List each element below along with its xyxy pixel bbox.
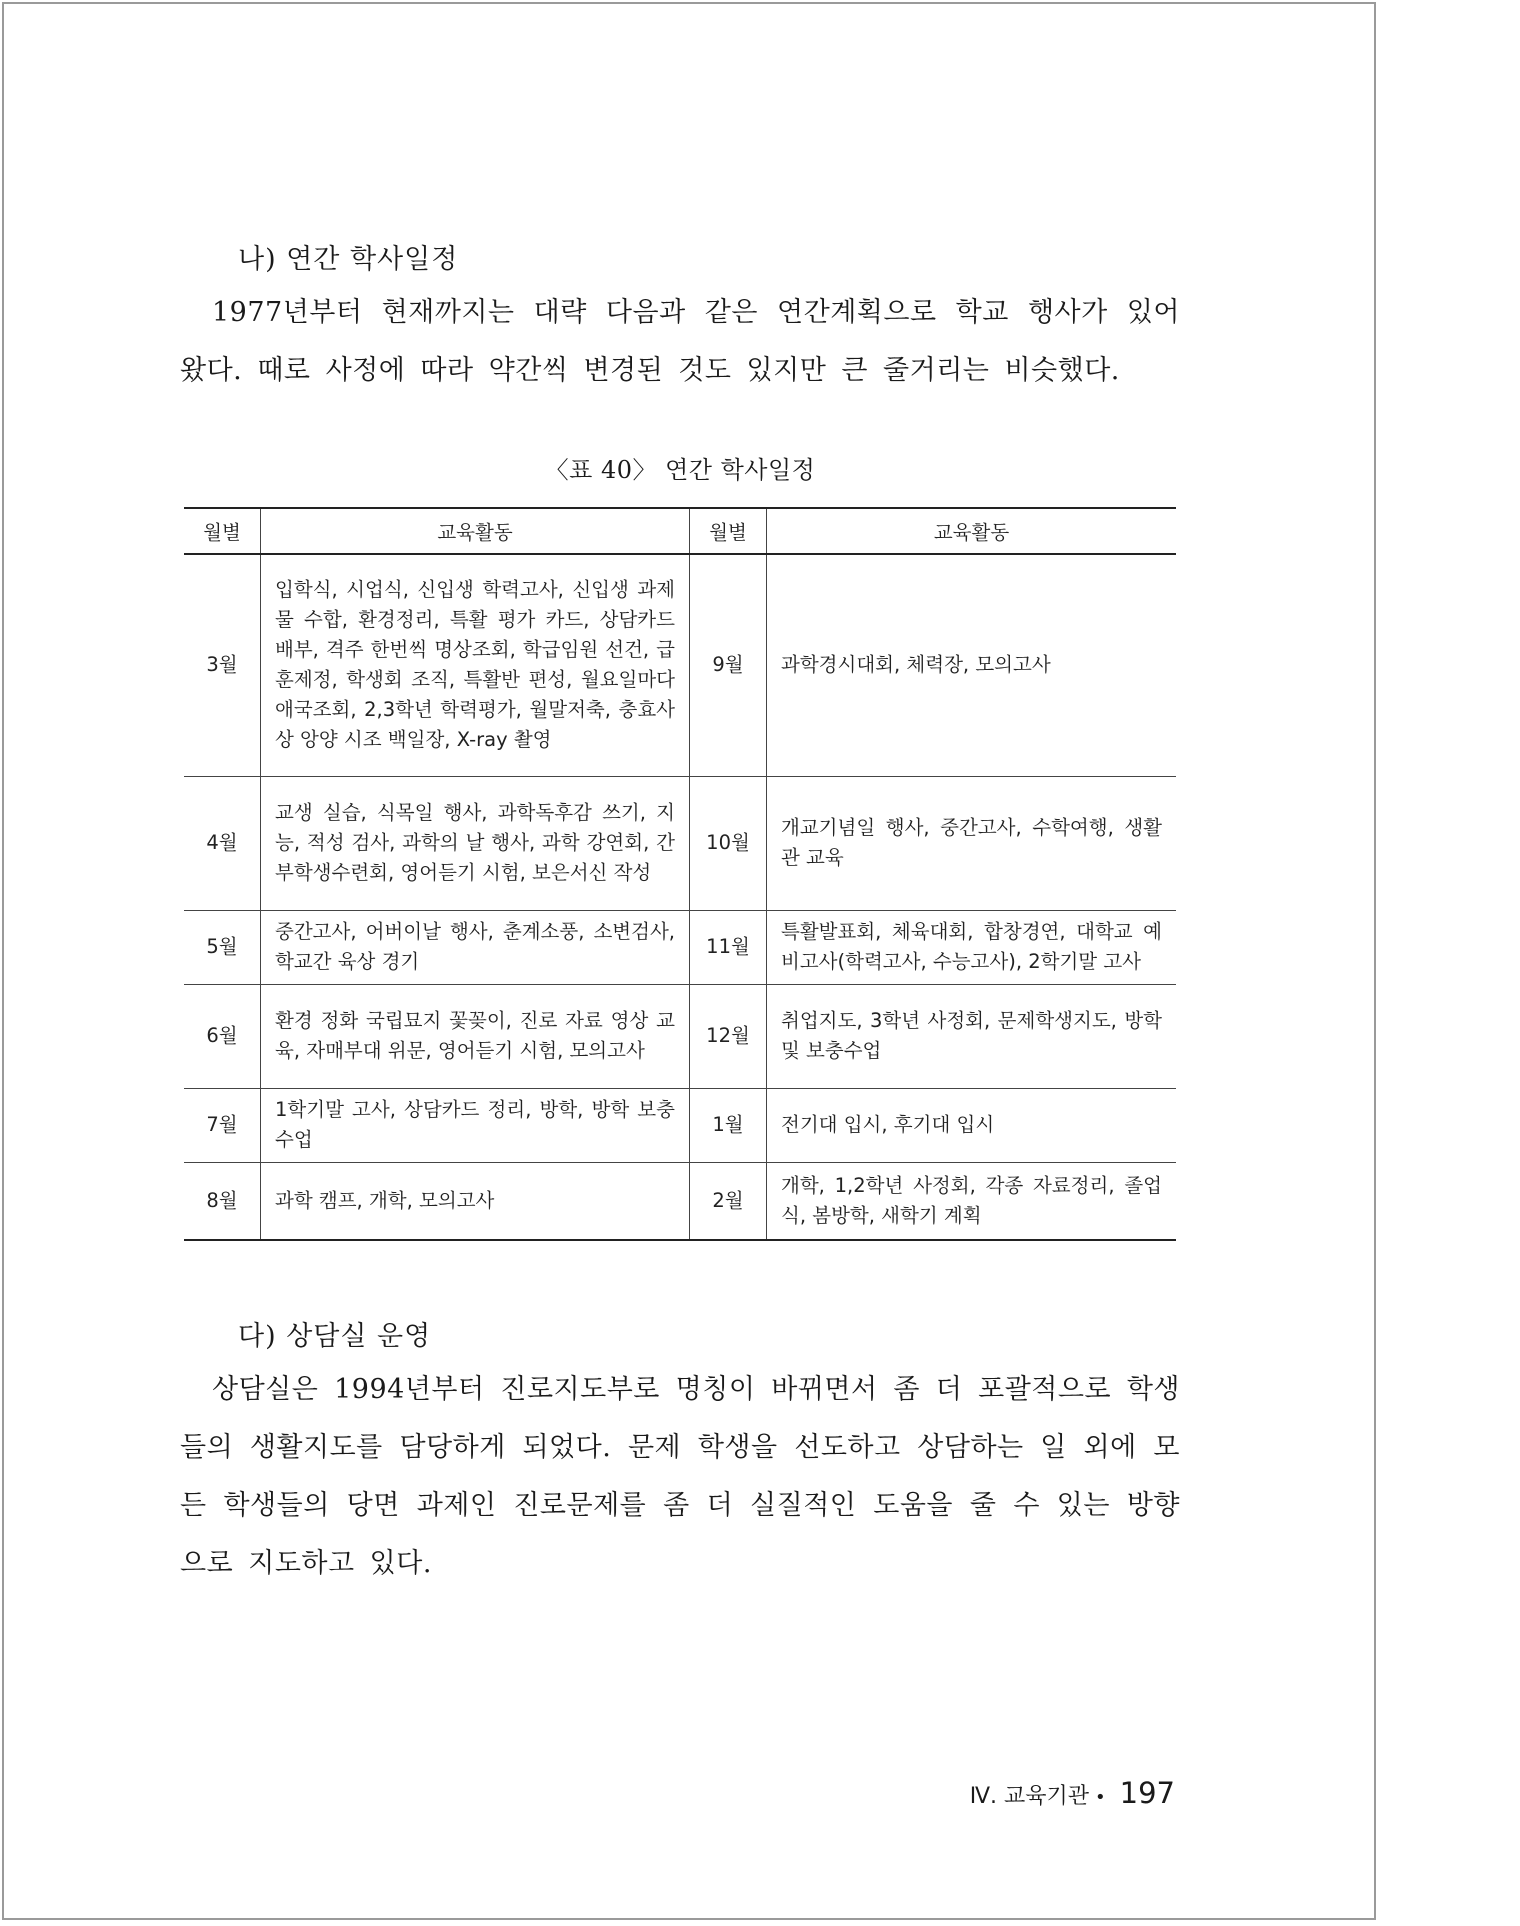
annual-schedule-table [184,507,1176,1241]
activity-cell: 환경 정화 국립묘지 꽃꽂이, 진로 자료 영상 교육, 자매부대 위문, 영어듣기 시험, 모의고사 [261,984,690,1088]
activity-cell: 1학기말 고사, 상담카드 정리, 방학, 방학 보충수업 [261,1088,690,1162]
activity-cell: 중간고사, 어버이날 행사, 춘계소풍, 소변검사, 학교간 육상 경기 [261,910,690,984]
section-heading-annual-schedule: 나) 연간 학사일정 [238,244,459,275]
month-cell: 6월 [184,984,261,1088]
month-cell: 4월 [184,776,261,910]
month-cell: 7월 [184,1088,261,1162]
activity-cell: 교생 실습, 식목일 행사, 과학독후감 쓰기, 지능, 적성 검사, 과학의 날 행사, 과학 강연회, 간부학생수련회, 영어듣기 시험, 보은서신 작성 [261,776,690,910]
column-header-activity-1: 교육활동 [261,508,690,554]
activity-cell: 전기대 입시, 후기대 입시 [767,1088,1177,1162]
column-header-month-2: 월별 [690,508,767,554]
paragraph-counseling: 상담실은 1994년부터 진로지도부로 명칭이 바뀌면서 좀 더 포괄적으로 학생들의 생활지도를 담당하게 되었다. 문제 학생을 선도하고 상담하는 일 외에 모든 학생들의 당면 과제인 진로문제를 좀 더 실질적인 도움을 줄 수 있는 방향으로 지도하고 있다. [180,1374,1180,1579]
activity-cell: 입학식, 시업식, 신입생 학력고사, 신입생 과제물 수합, 환경정리, 특활 평가 카드, 상담카드 배부, 격주 한번씩 명상조회, 학급임원 선건, 급훈제정, 학생회 조직, 특활반 편성, 월요일마다 애국조회, 2,3학년 학력평가, 월말저축, 충효사상 앙양 시조 백일장, X-ray 촬영 [261,554,690,776]
month-cell: 8월 [184,1162,261,1240]
section-heading-counseling: 다) 상담실 운영 [238,1321,432,1352]
table-row [184,910,1176,984]
paragraph-annual-schedule: 1977년부터 현재까지는 대략 다음과 같은 연간계획으로 학교 행사가 있어 왔다. 때로 사정에 따라 약간씩 변경된 것도 있지만 큰 줄거리는 비슷했다. [180,297,1180,386]
bullet-separator: • [1095,1787,1106,1808]
table-row [184,776,1176,910]
activity-cell: 개교기념일 행사, 중간고사, 수학여행, 생활관 교육 [767,776,1177,910]
chapter-label: Ⅳ. 교육기관 [969,1784,1090,1809]
activity-cell: 취업지도, 3학년 사정회, 문제학생지도, 방학 및 보충수업 [767,984,1177,1088]
month-cell: 12월 [690,984,767,1088]
page-content [180,240,1180,1593]
table-row [184,984,1176,1088]
table-caption: 〈표 40〉 연간 학사일정 [544,456,816,484]
activity-cell: 개학, 1,2학년 사정회, 각종 자료정리, 졸업식, 봄방학, 새학기 계획 [767,1162,1177,1240]
table-row [184,554,1176,776]
table-row [184,1088,1176,1162]
page-number: 197 [1119,1776,1175,1810]
month-cell: 10월 [690,776,767,910]
table-header-row [184,508,1176,554]
activity-cell: 과학경시대회, 체력장, 모의고사 [767,554,1177,776]
month-cell: 1월 [690,1088,767,1162]
month-cell: 2월 [690,1162,767,1240]
activity-cell: 과학 캠프, 개학, 모의고사 [261,1162,690,1240]
table-row [184,1162,1176,1240]
month-cell: 11월 [690,910,767,984]
activity-cell: 특활발표회, 체육대회, 합창경연, 대학교 예비고사(학력고사, 수능고사), 2학기말 고사 [767,910,1177,984]
month-cell: 3월 [184,554,261,776]
column-header-month-1: 월별 [184,508,261,554]
month-cell: 9월 [690,554,767,776]
month-cell: 5월 [184,910,261,984]
page-footer [960,1776,1175,1810]
column-header-activity-2: 교육활동 [767,508,1177,554]
